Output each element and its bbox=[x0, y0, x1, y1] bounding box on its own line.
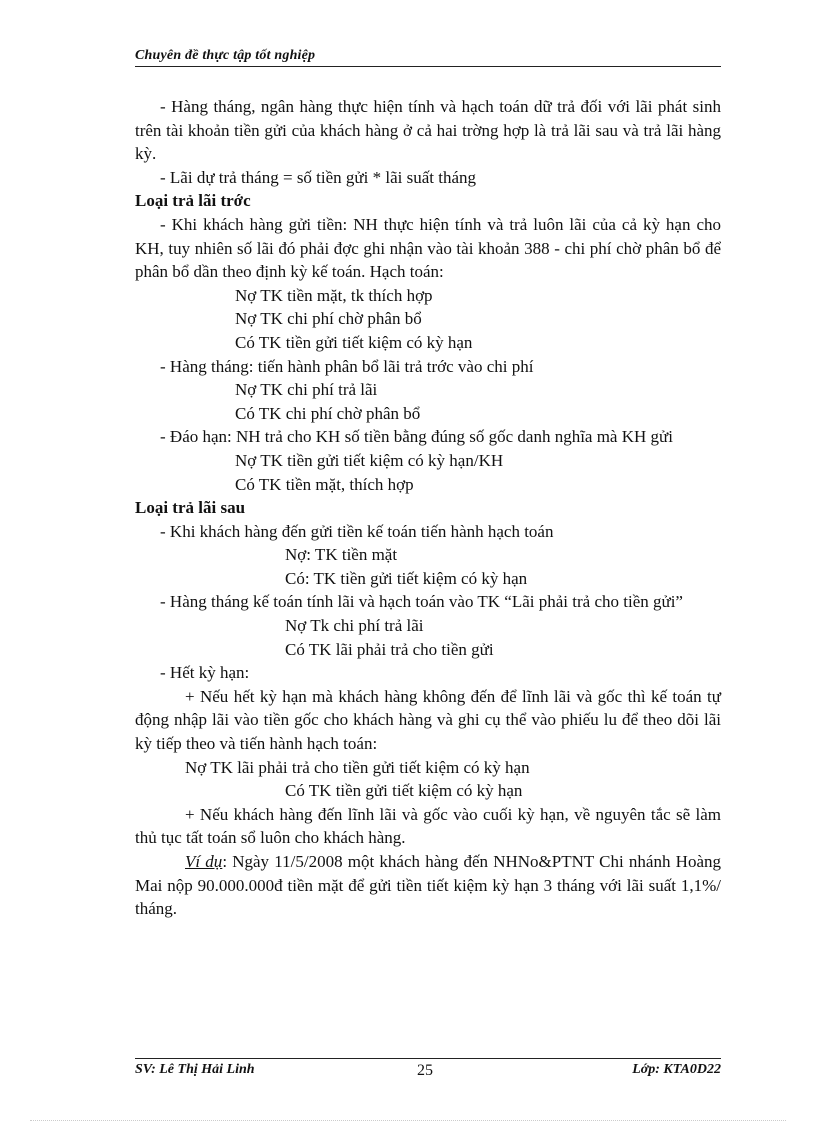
section-heading: Loại trả lãi sau bbox=[135, 498, 246, 518]
accounting-entry: Nợ Tk chi phí trả lãi bbox=[285, 616, 424, 636]
example-label: Ví dụ bbox=[185, 852, 223, 871]
accounting-entry: Nợ TK tiền mặt, tk thích hợp bbox=[235, 285, 433, 305]
paragraph: + Nếu hết kỳ hạn mà khách hàng không đến để lĩnh lãi và gốc thì kế toán tự động nhập lãi vào tiền gốc cho khách hàng và ghi cụ thể vào phiếu lu để theo dõi lãi kỳ tiếp theo và tiến hành hạch toán: bbox=[135, 686, 721, 754]
page-header bbox=[135, 48, 721, 67]
paragraph: - Hàng tháng kế toán tính lãi và hạch toán vào TK “Lãi phải trả cho tiền gửi” bbox=[160, 592, 683, 612]
header-title: Chuyên đề thực tập tốt nghiệp bbox=[135, 48, 316, 63]
accounting-entry: Có: TK tiền gửi tiết kiệm có kỳ hạn bbox=[285, 568, 528, 588]
paragraph: - Hết kỳ hạn: bbox=[160, 663, 250, 683]
accounting-entry: Nợ: TK tiền mặt bbox=[285, 545, 398, 565]
example-paragraph bbox=[135, 850, 721, 921]
accounting-entry: Nợ TK tiền gửi tiết kiệm có kỳ hạn/KH bbox=[235, 450, 504, 470]
paragraph: - Lãi dự trả tháng = số tiền gửi * lãi suất tháng bbox=[160, 167, 477, 187]
accounting-entry: Có TK tiền gửi tiết kiệm có kỳ hạn bbox=[285, 781, 523, 801]
page-footer bbox=[135, 1058, 721, 1081]
paragraph: - Đáo hạn: NH trả cho KH số tiền bằng đúng số gốc danh nghĩa mà KH gửi bbox=[160, 427, 673, 447]
accounting-entry: Có TK tiền gửi tiết kiệm có kỳ hạn bbox=[235, 332, 473, 352]
paragraph: - Khi khách hàng gửi tiền: NH thực hiện tính và trả luôn lãi của cả kỳ hạn cho KH, tuy nhiên số lãi đó phải đợc ghi nhận vào tài khoản 388 - chi phí chờ phân bổ để phân bổ dần theo định kỳ kế toán. Hạch toán: bbox=[135, 214, 721, 282]
accounting-entry: Nợ TK lãi phải trả cho tiền gửi tiết kiệm có kỳ hạn bbox=[185, 757, 530, 777]
paragraph: + Nếu khách hàng đến lĩnh lãi và gốc vào cuối kỳ hạn, về nguyên tắc sẽ làm thủ tục tất toán sổ luôn cho khách hàng. bbox=[135, 804, 721, 848]
paragraph: - Hàng tháng: tiến hành phân bổ lãi trả trớc vào chi phí bbox=[160, 356, 534, 376]
accounting-entry: Có TK tiền mặt, thích hợp bbox=[235, 474, 414, 494]
footer-author: SV: Lê Thị Hải Linh bbox=[135, 1062, 255, 1077]
paragraph: - Hàng tháng, ngân hàng thực hiện tính và hạch toán dữ trả đối với lãi phát sinh trên tài khoản tiền gửi của khách hàng ở cả hai trờng hợp là trả lãi sau và trả lãi hàng kỳ. bbox=[135, 97, 721, 164]
example-text: : Ngày 11/5/2008 một khách hàng đến NHNo&PTNT Chi nhánh Hoàng Mai nộp 90.000.000đ tiền mặt để gửi tiền tiết kiệm kỳ hạn 3 tháng với lãi suất 1,1%/ tháng. bbox=[135, 852, 721, 919]
accounting-entry: Có TK chi phí chờ phân bổ bbox=[235, 403, 421, 423]
footer-class: Lớp: KTA0D22 bbox=[632, 1062, 721, 1077]
accounting-entry: Có TK lãi phải trả cho tiền gửi bbox=[285, 639, 494, 659]
accounting-entry: Nợ TK chi phí trả lãi bbox=[235, 380, 378, 400]
page-content bbox=[135, 95, 721, 921]
section-heading: Loại trả lãi trớc bbox=[135, 191, 251, 211]
accounting-entry: Nợ TK chi phí chờ phân bổ bbox=[235, 309, 422, 329]
page-number: 25 bbox=[417, 1062, 433, 1079]
bottom-divider bbox=[30, 1120, 786, 1121]
paragraph: - Khi khách hàng đến gửi tiền kế toán tiến hành hạch toán bbox=[160, 521, 554, 541]
